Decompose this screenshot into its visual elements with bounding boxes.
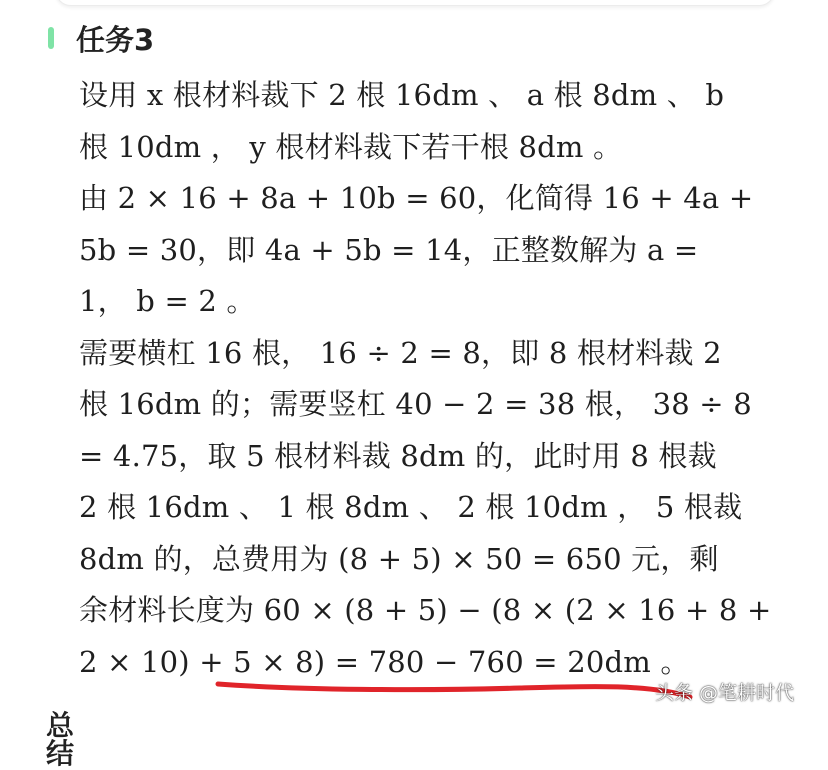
section-title: 任务3: [76, 22, 155, 57]
solution-line: = 4.75，取 5 根材料裁 8dm 的，此时用 8 根裁: [79, 438, 717, 473]
solution-line: 8dm 的，总费用为 (8 + 5) × 50 = 650 元，剩: [79, 541, 719, 576]
next-section-heading-partial: [46, 709, 76, 770]
next-section-title: 总结: [46, 709, 75, 770]
watermark: 头条 @笔耕时代: [655, 682, 795, 704]
solution-line: 2 根 16dm 、 1 根 8dm 、 2 根 10dm ， 5 根裁: [79, 490, 743, 524]
solution-line: 余材料长度为 60 × (8 + 5) − (8 × (2 × 16 + 8 +: [79, 593, 772, 627]
solution-line: 根 16dm 的；需要竖杠 40 − 2 = 38 根， 38 ÷ 8: [79, 387, 752, 421]
solution-line: 根 10dm ， y 根材料裁下若干根 8dm 。: [79, 129, 623, 164]
solution-line: 1， b = 2 。: [79, 284, 256, 318]
solution-line: 2 × 10) + 5 × 8) = 780 − 760 = 20dm 。: [79, 644, 690, 679]
solution-line: 5b = 30，即 4a + 5b = 14，正整数解为 a =: [79, 232, 699, 267]
solution-line: 设用 x 根材料裁下 2 根 16dm 、 a 根 8dm 、 b: [79, 78, 725, 112]
solution-line: 需要横杠 16 根， 16 ÷ 2 = 8，即 8 根材料裁 2: [79, 335, 722, 370]
solution-line: 由 2 × 16 + 8a + 10b = 60，化简得 16 + 4a +: [79, 181, 754, 215]
